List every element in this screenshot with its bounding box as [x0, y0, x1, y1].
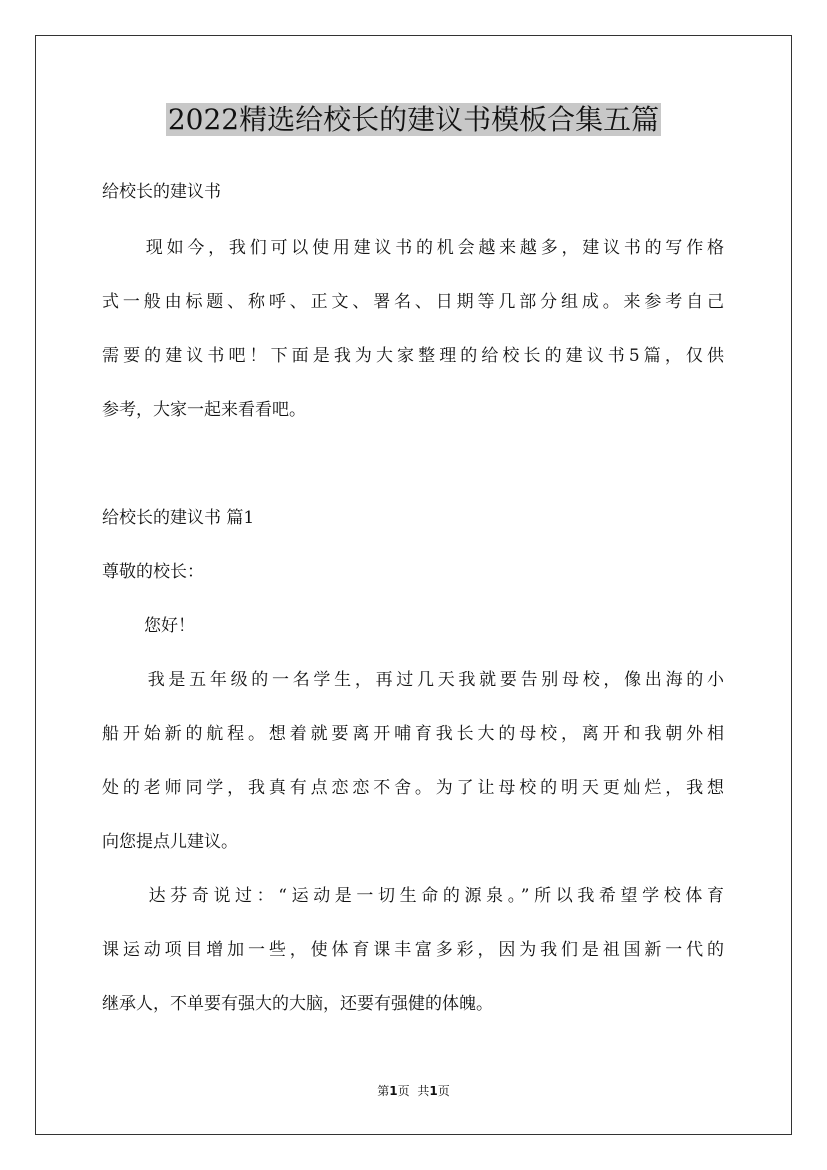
body-line-1-text: 我是五年级的一名学生，再过几天我就要告别母校，像出海的小 — [144, 670, 724, 690]
document-title — [0, 100, 827, 140]
footer-page-number: 1 — [389, 1084, 398, 1098]
article-heading: 给校长的建议书 篇1 — [102, 508, 255, 528]
intro-line-2: 式一般由标题、称呼、正文、署名、日期等几部分组成。来参考自己 — [102, 292, 724, 312]
body-line-7: 继承人，不单要有强大的大脑，还要有强健的体魄。 — [102, 994, 493, 1014]
intro-line-1-text: 现如今，我们可以使用建议书的机会越来越多，建议书的写作格 — [142, 238, 724, 258]
footer-total-prefix: 共 — [417, 1084, 430, 1098]
body-line-4: 向您提点儿建议。 — [102, 832, 238, 852]
body-line-5-text: 达芬奇说过：“运动是一切生命的源泉。”所以我希望学校体育 — [144, 886, 724, 906]
greeting: 您好！ — [144, 616, 195, 636]
footer-total-suffix: 页 — [437, 1084, 450, 1098]
body-line-5 — [102, 884, 724, 908]
body-line-6: 课运动项目增加一些，使体育课丰富多彩，因为我们是祖国新一代的 — [102, 940, 724, 960]
body-line-3: 处的老师同学，我真有点恋恋不舍。为了让母校的明天更灿烂，我想 — [102, 778, 724, 798]
salutation: 尊敬的校长： — [102, 562, 204, 582]
footer-total-number: 1 — [429, 1084, 438, 1098]
intro-line-3: 需要的建议书吧！下面是我为大家整理的给校长的建议书5篇，仅供 — [102, 346, 724, 366]
page-footer — [0, 1083, 827, 1099]
footer-page-prefix: 第 — [377, 1084, 390, 1098]
footer-page-suffix: 页 — [397, 1084, 410, 1098]
body-line-1 — [102, 668, 724, 692]
intro-line-4: 参考，大家一起来看看吧。 — [102, 400, 306, 420]
body-line-2: 船开始新的航程。想着就要离开哺育我长大的母校，离开和我朝外相 — [102, 724, 724, 744]
intro-line-1 — [102, 236, 724, 260]
section-heading: 给校长的建议书 — [102, 182, 221, 202]
document-title-text: 2022精选给校长的建议书模板合集五篇 — [167, 103, 660, 136]
